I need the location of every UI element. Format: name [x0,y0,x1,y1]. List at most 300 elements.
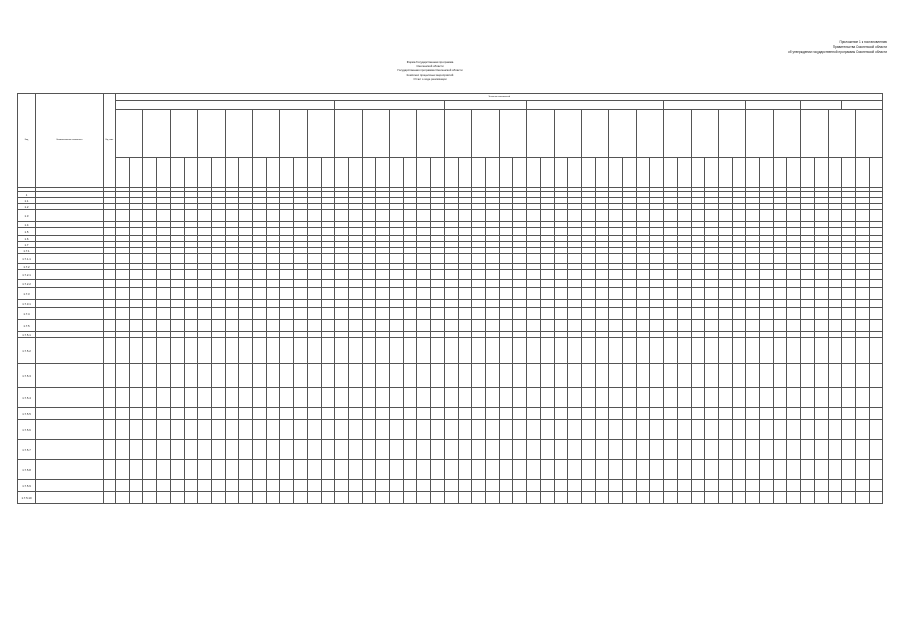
value-cell [732,228,746,236]
value-cell [485,254,499,264]
value-cell [211,440,225,460]
value-cell [417,364,431,388]
value-cell [623,338,637,364]
value-cell [362,480,376,492]
value-cell [280,492,294,504]
value-cell [239,420,253,440]
value-cell [321,338,335,364]
value-cell [581,300,595,308]
value-cell [321,280,335,288]
value-cell [718,210,732,222]
subcolumn-header [321,158,335,188]
subcolumn-header [814,158,828,188]
value-cell [266,280,280,288]
value-cell [691,300,705,308]
value-cell [307,338,321,364]
subcolumn-header [595,158,609,188]
value-cell [732,408,746,420]
value-cell [814,480,828,492]
value-cell [321,300,335,308]
value-cell [801,388,815,408]
value-cell [294,364,308,388]
value-cell [568,364,582,388]
value-cell [554,408,568,420]
subcolumn-header [746,158,760,188]
value-cell [718,288,732,300]
value-cell [184,480,198,492]
value-cell [760,364,774,388]
value-cell [444,388,458,408]
value-cell [581,228,595,236]
value-cell [773,408,787,420]
value-cell [499,492,513,504]
value-cell [554,320,568,332]
value-cell [417,300,431,308]
value-cell [170,440,184,460]
value-cell [348,420,362,440]
table-row [18,280,883,288]
value-cell [444,440,458,460]
value-cell [732,254,746,264]
value-cell [225,210,239,222]
value-cell [869,480,883,492]
value-cell [376,364,390,388]
value-cell [527,420,541,440]
value-cell [485,492,499,504]
value-cell [760,420,774,440]
row-code-cell: 1.7.5 [18,320,36,332]
value-cell [664,308,678,320]
value-cell [623,408,637,420]
value-cell [664,320,678,332]
row-name-cell [36,300,104,308]
row-code-cell: 1.6 [18,236,36,242]
value-cell [184,320,198,332]
value-cell [104,308,116,320]
value-cell [417,408,431,420]
value-cell [513,254,527,264]
subcolumn-header [732,158,746,188]
value-cell [225,270,239,280]
value-cell [129,320,143,332]
value-cell [855,300,869,308]
value-cell [595,440,609,460]
header-center-line: Государственная программа Смоленской области [397,68,463,73]
value-cell [211,288,225,300]
value-cell [664,364,678,388]
value-cell [842,388,856,408]
value-cell [104,480,116,492]
value-cell [828,460,842,480]
value-cell [623,388,637,408]
value-cell [746,308,760,320]
value-cell [814,300,828,308]
value-cell [650,210,664,222]
value-cell [773,388,787,408]
value-cell [485,320,499,332]
value-cell [787,280,801,288]
value-cell [609,420,623,440]
value-cell [527,492,541,504]
value-cell [184,338,198,364]
value-cell [732,210,746,222]
value-cell [691,308,705,320]
value-cell [376,270,390,280]
value-cell [869,228,883,236]
value-cell [773,338,787,364]
value-cell [390,338,404,364]
value-cell [129,254,143,264]
value-cell [595,420,609,440]
value-cell [348,440,362,460]
value-cell [691,254,705,264]
value-cell [527,388,541,408]
value-cell [403,228,417,236]
value-cell [650,288,664,300]
value-cell [691,440,705,460]
value-cell [116,338,130,364]
value-cell [855,280,869,288]
value-cell [581,270,595,280]
value-cell [444,480,458,492]
value-cell [485,308,499,320]
value-cell [458,308,472,320]
value-cell [855,210,869,222]
value-cell [184,408,198,420]
column-header [307,110,334,158]
subcolumn-header [198,158,212,188]
subcolumn-header [239,158,253,188]
subcolumn-header [211,158,225,188]
value-cell [718,308,732,320]
value-cell [157,338,171,364]
value-cell [801,480,815,492]
value-cell [280,408,294,420]
value-cell [842,308,856,320]
value-cell [143,288,157,300]
value-cell [184,280,198,288]
value-cell [595,480,609,492]
value-cell [499,364,513,388]
value-cell [157,300,171,308]
value-cell [513,420,527,440]
row-name-cell [36,492,104,504]
table-row [18,210,883,222]
value-cell [472,320,486,332]
value-cell [143,320,157,332]
value-cell [732,300,746,308]
value-cell [198,300,212,308]
value-cell [801,300,815,308]
value-cell [801,420,815,440]
value-cell [266,460,280,480]
value-cell [650,280,664,288]
value-cell [239,388,253,408]
value-cell [390,280,404,288]
value-cell [677,228,691,236]
value-cell [773,308,787,320]
value-cell [540,280,554,288]
value-cell [636,320,650,332]
value-cell [458,300,472,308]
value-cell [253,320,267,332]
value-cell [143,300,157,308]
value-cell [253,460,267,480]
value-cell [239,320,253,332]
value-cell [540,440,554,460]
value-cell [609,492,623,504]
value-cell [390,300,404,308]
row-code-cell: 1.7.5.5 [18,408,36,420]
value-cell [403,300,417,308]
value-cell [143,440,157,460]
value-cell [335,280,349,288]
value-cell [855,480,869,492]
value-cell [787,480,801,492]
value-cell [170,308,184,320]
value-cell [280,338,294,364]
value-cell [444,228,458,236]
value-cell [540,408,554,420]
value-cell [280,388,294,408]
value-cell [855,364,869,388]
value-cell [184,364,198,388]
value-cell [362,228,376,236]
subcolumn-header [842,158,856,188]
value-cell [732,420,746,440]
value-cell [143,492,157,504]
value-cell [787,300,801,308]
value-cell [143,388,157,408]
value-cell [869,338,883,364]
row-name-cell [36,338,104,364]
value-cell [417,320,431,332]
value-cell [417,308,431,320]
value-cell [773,320,787,332]
value-cell [458,320,472,332]
value-cell [104,388,116,408]
value-cell [636,308,650,320]
value-cell [458,388,472,408]
value-cell [376,480,390,492]
row-code-cell: 1.7.1.1 [18,254,36,264]
value-cell [321,270,335,280]
value-cell [855,492,869,504]
value-cell [595,338,609,364]
subcolumn-header [554,158,568,188]
value-cell [362,460,376,480]
row-code-cell: 1.7.5.9 [18,480,36,492]
value-cell [691,320,705,332]
value-cell [855,338,869,364]
value-cell [417,280,431,288]
value-cell [458,254,472,264]
value-cell [801,320,815,332]
value-cell [581,420,595,440]
value-cell [348,270,362,280]
value-cell [335,254,349,264]
row-code-cell: 1.5 [18,228,36,236]
value-cell [376,408,390,420]
row-code-cell: 1.7.3 [18,288,36,300]
value-cell [554,308,568,320]
value-cell [444,420,458,440]
subcolumn-header [307,158,321,188]
value-cell [458,228,472,236]
value-cell [266,210,280,222]
value-cell [225,408,239,420]
value-cell [129,492,143,504]
subcolumn-header [513,158,527,188]
value-cell [143,280,157,288]
value-cell [129,338,143,364]
data-table-wrapper [17,93,883,504]
value-cell [239,270,253,280]
value-cell [499,338,513,364]
subcolumn-header [787,158,801,188]
value-cell [362,408,376,420]
value-cell [650,308,664,320]
value-cell [225,228,239,236]
value-cell [225,338,239,364]
subgroup-header [801,101,842,110]
value-cell [787,288,801,300]
value-cell [294,254,308,264]
value-cell [431,308,445,320]
value-cell [842,492,856,504]
value-cell [417,338,431,364]
value-cell [801,288,815,300]
value-cell [568,420,582,440]
value-cell [458,492,472,504]
row-name-cell [36,270,104,280]
value-cell [472,228,486,236]
value-cell [157,210,171,222]
value-cell [842,460,856,480]
value-cell [760,300,774,308]
value-cell [348,228,362,236]
value-cell [732,388,746,408]
value-cell [403,288,417,300]
value-cell [129,280,143,288]
value-cell [116,388,130,408]
value-cell [444,288,458,300]
value-cell [801,270,815,280]
value-cell [513,492,527,504]
value-cell [143,270,157,280]
value-cell [280,300,294,308]
value-cell [513,228,527,236]
value-cell [348,338,362,364]
value-cell [540,270,554,280]
value-cell [595,288,609,300]
value-cell [321,308,335,320]
value-cell [294,440,308,460]
value-cell [198,460,212,480]
value-cell [760,320,774,332]
value-cell [280,228,294,236]
value-cell [444,338,458,364]
value-cell [595,254,609,264]
value-cell [184,388,198,408]
value-cell [403,320,417,332]
value-cell [691,460,705,480]
value-cell [417,440,431,460]
value-cell [650,408,664,420]
value-cell [554,270,568,280]
value-cell [307,210,321,222]
value-cell [581,254,595,264]
value-cell [787,270,801,280]
value-cell [513,408,527,420]
value-cell [568,492,582,504]
value-cell [225,280,239,288]
value-cell [485,288,499,300]
value-cell [814,388,828,408]
value-cell [746,420,760,440]
value-cell [348,300,362,308]
value-cell [335,440,349,460]
value-cell [184,210,198,222]
value-cell [129,460,143,480]
value-cell [294,420,308,440]
value-cell [760,308,774,320]
value-cell [307,288,321,300]
value-cell [184,254,198,264]
value-cell [403,492,417,504]
value-cell [376,228,390,236]
value-cell [376,210,390,222]
value-cell [773,210,787,222]
value-cell [170,280,184,288]
value-cell [321,440,335,460]
column-header [170,110,197,158]
value-cell [129,480,143,492]
value-cell [527,320,541,332]
value-cell [362,254,376,264]
value-cell [390,270,404,280]
value-cell [390,320,404,332]
value-cell [828,440,842,460]
value-cell [814,228,828,236]
value-cell [527,270,541,280]
value-cell [718,440,732,460]
value-cell [157,440,171,460]
value-cell [801,440,815,460]
value-cell [104,210,116,222]
value-cell [499,420,513,440]
value-cell [581,388,595,408]
value-cell [732,270,746,280]
value-cell [321,228,335,236]
value-cell [472,288,486,300]
header-center-line: Смоленской области [416,64,444,69]
subcolumn-header [184,158,198,188]
value-cell [458,440,472,460]
value-cell [527,300,541,308]
row-name-cell [36,364,104,388]
value-cell [184,288,198,300]
value-cell [609,254,623,264]
value-cell [458,270,472,280]
value-cell [677,388,691,408]
value-cell [842,480,856,492]
value-cell [294,228,308,236]
value-cell [842,320,856,332]
column-header [801,110,828,158]
subcolumn-header [855,158,869,188]
value-cell [609,364,623,388]
